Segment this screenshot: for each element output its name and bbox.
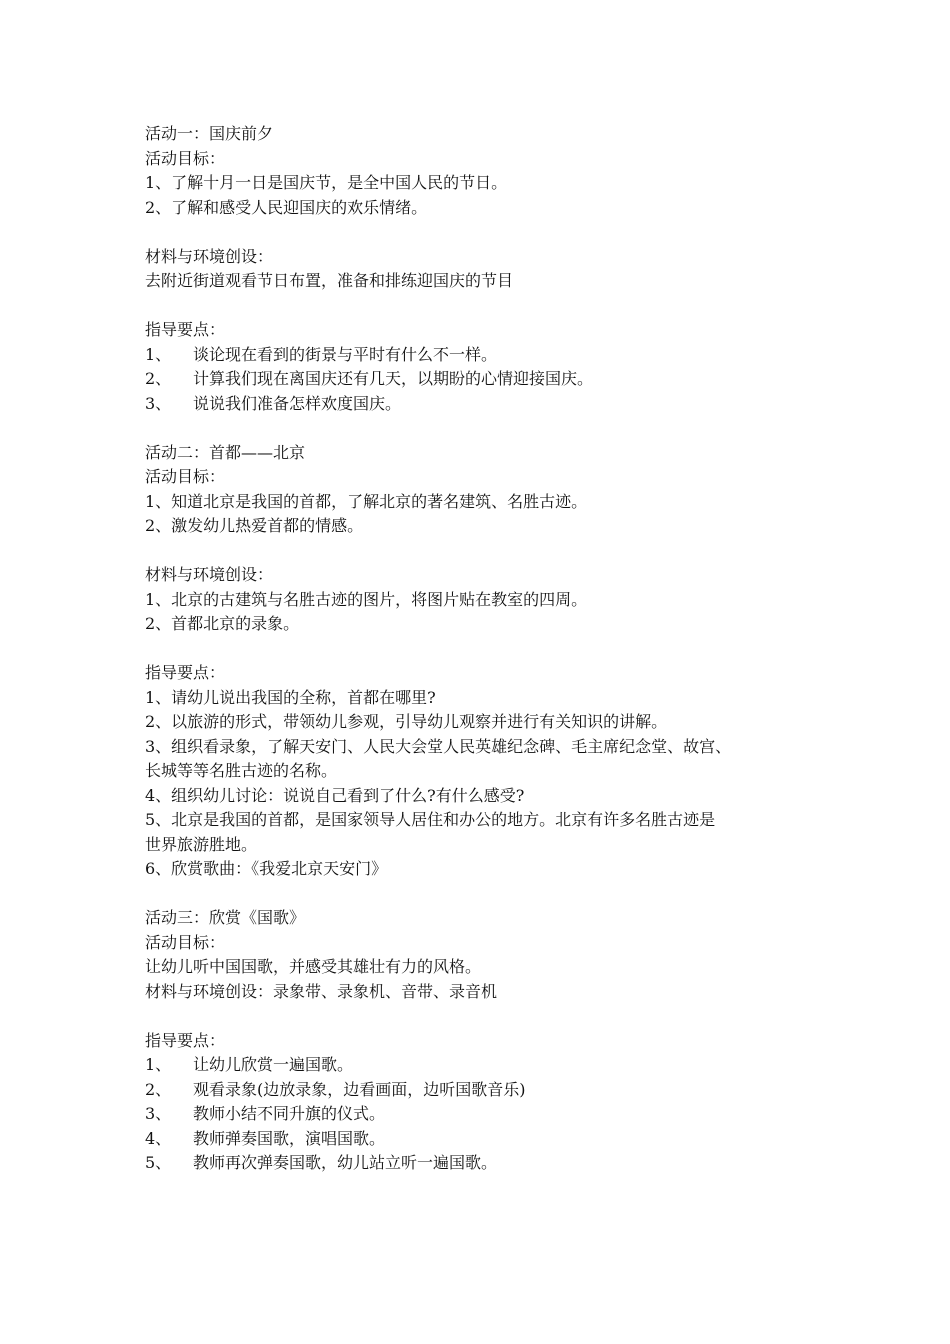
activity3-guide-heading: 指导要点：: [145, 1030, 226, 1050]
document-page: [145, 122, 825, 1176]
activity3-guide-item: [145, 1053, 825, 1078]
item-number: 5、: [145, 1153, 172, 1172]
activity2-guide-line: 世界旅游胜地。: [145, 834, 258, 854]
spacer: [145, 416, 825, 441]
item-text: 计算我们现在离国庆还有几天，以期盼的心情迎接国庆。: [193, 369, 594, 388]
activity2-goal-1: 1、知道北京是我国的首都，了解北京的著名建筑、名胜古迹。: [145, 491, 588, 511]
activity3-materials: 材料与环境创设：录象带、录象机、音带、录音机: [145, 981, 498, 1001]
activity3-goal: 让幼儿听中国国歌，并感受其雄壮有力的风格。: [145, 957, 482, 976]
activity2-guide-line: 6、欣赏歌曲：《我爱北京天安门》: [145, 859, 388, 878]
item-number: 1、: [145, 1055, 172, 1074]
activity1-goal-heading: 活动目标：: [145, 148, 226, 168]
activity3-guide-item: [145, 1127, 825, 1152]
item-number: 1、: [145, 344, 172, 364]
activity3-guide-item: [145, 1151, 825, 1176]
activity1-guide-heading: 指导要点：: [145, 320, 226, 339]
item-number: 2、: [145, 1079, 172, 1099]
item-number: 3、: [145, 393, 172, 413]
activity2-guide-line: 4、组织幼儿讨论：说说自己看到了什么?有什么感受?: [145, 785, 525, 805]
activity3-goal-heading: 活动目标：: [145, 932, 226, 952]
spacer: [145, 294, 825, 319]
activity3-guide-item: [145, 1078, 825, 1103]
activity2-materials-1: 1、北京的古建筑与名胜古迹的图片，将图片贴在教室的四周。: [145, 589, 588, 609]
item-text: 教师再次弹奏国歌，幼儿站立听一遍国歌。: [193, 1153, 498, 1172]
item-text: 说说我们准备怎样欢度国庆。: [193, 393, 402, 413]
activity2-guide-line: 3、组织看录象，了解天安门、人民大会堂人民英雄纪念碑、毛主席纪念堂、故宫、: [145, 736, 732, 756]
activity2-materials-2: 2、首都北京的录象。: [145, 614, 300, 633]
activity1-goal-2: 2、了解和感受人民迎国庆的欢乐情绪。: [145, 197, 428, 217]
activity1-title: 活动一：国庆前夕: [145, 124, 274, 143]
item-text: 让幼儿欣赏一遍国歌。: [193, 1055, 354, 1074]
activity1-guide-item: [145, 392, 825, 417]
spacer: [145, 1004, 825, 1029]
activity1-guide-item: [145, 367, 825, 392]
item-text: 教师弹奏国歌，演唱国歌。: [193, 1128, 386, 1148]
activity2-guide-line: 1、请幼儿说出我国的全称，首都在哪里?: [145, 687, 436, 707]
spacer: [145, 539, 825, 564]
activity1-guide-item: [145, 343, 825, 368]
activity3-title: 活动三：欣赏《国歌》: [145, 908, 306, 927]
item-text: 教师小结不同升旗的仪式。: [193, 1104, 386, 1123]
activity2-guide-heading: 指导要点：: [145, 663, 226, 682]
activity2-title: 活动二：首都——北京: [145, 442, 306, 462]
activity2-goal-heading: 活动目标：: [145, 467, 226, 486]
activity2-materials-heading: 材料与环境创设：: [145, 565, 274, 584]
spacer: [145, 637, 825, 662]
activity1-goal-1: 1、了解十月一日是国庆节，是全中国人民的节日。: [145, 173, 508, 192]
activity1-materials-heading: 材料与环境创设：: [145, 246, 274, 266]
spacer: [145, 882, 825, 907]
activity2-guide-line: 2、以旅游的形式，带领幼儿参观，引导幼儿观察并进行有关知识的讲解。: [145, 712, 668, 731]
activity2-guide-line: 长城等等名胜古迹的名称。: [145, 761, 338, 780]
activity1-materials: 去附近街道观看节日布置，准备和排练迎国庆的节目: [145, 271, 514, 290]
activity2-goal-2: 2、激发幼儿热爱首都的情感。: [145, 516, 364, 535]
spacer: [145, 220, 825, 245]
activity2-guide-line: 5、北京是我国的首都，是国家领导人居住和办公的地方。北京有许多名胜古迹是: [145, 810, 716, 829]
activity3-guide-item: [145, 1102, 825, 1127]
item-text: 谈论现在看到的街景与平时有什么不一样。: [193, 344, 498, 364]
item-text: 观看录象(边放录象，边看画面，边听国歌音乐): [193, 1079, 526, 1099]
item-number: 4、: [145, 1128, 172, 1148]
item-number: 2、: [145, 369, 172, 388]
item-number: 3、: [145, 1104, 172, 1123]
